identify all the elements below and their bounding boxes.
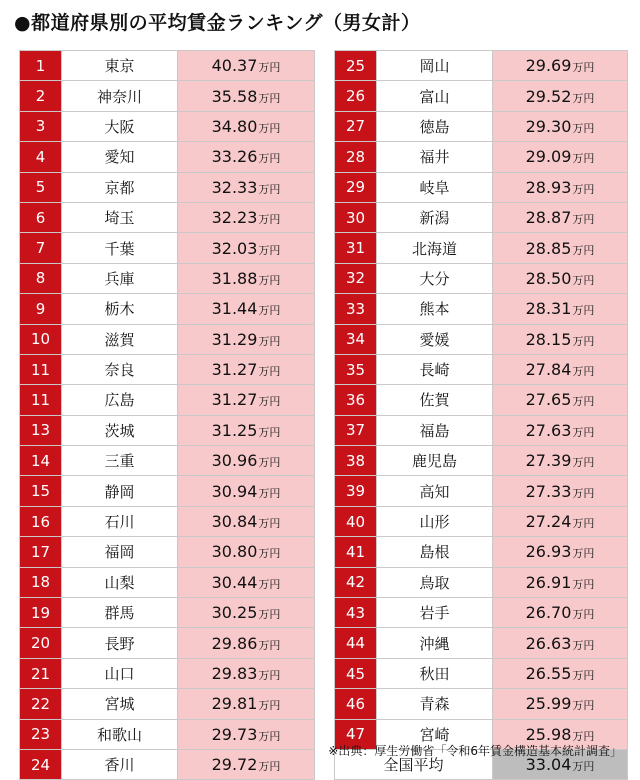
table-row [335, 689, 628, 719]
wage-value: 27.84 [525, 360, 572, 380]
table-row [335, 658, 628, 688]
prefecture-cell: 山形 [377, 506, 493, 536]
prefecture-cell: 香川 [62, 749, 178, 779]
prefecture-cell: 和歌山 [62, 719, 178, 749]
wage-unit: 万円 [572, 517, 595, 531]
wage-cell [493, 294, 628, 324]
table-row [335, 51, 628, 81]
wage-unit: 万円 [572, 304, 595, 318]
wage-cell [178, 385, 315, 415]
table-row [335, 446, 628, 476]
rank-cell: 37 [335, 415, 377, 445]
wage-value: 26.91 [525, 572, 572, 592]
prefecture-cell: 岩手 [377, 598, 493, 628]
rank-cell: 17 [20, 537, 62, 567]
wage-cell [493, 628, 628, 658]
table-row [335, 567, 628, 597]
wage-unit: 万円 [258, 486, 281, 500]
table-row [20, 749, 315, 779]
wage-unit: 万円 [258, 243, 281, 257]
wage-value: 28.31 [525, 299, 572, 319]
wage-cell [178, 415, 315, 445]
wage-value: 31.29 [211, 329, 258, 349]
table-row [20, 263, 315, 293]
national-average-value: 33.04 [525, 755, 572, 775]
wage-unit: 万円 [572, 456, 595, 470]
wage-value: 26.70 [525, 603, 572, 623]
wage-value: 29.30 [525, 116, 572, 136]
wage-unit: 万円 [258, 669, 281, 682]
rank-cell: 44 [335, 628, 377, 658]
table-row [335, 506, 628, 536]
wage-value: 26.55 [525, 664, 572, 683]
table-row [20, 658, 315, 688]
wage-value: 28.87 [525, 208, 572, 228]
wage-unit: 万円 [258, 456, 281, 470]
wage-value: 28.15 [525, 329, 572, 349]
wage-value: 29.09 [525, 147, 572, 167]
table-row [335, 294, 628, 324]
wage-value: 29.86 [211, 633, 258, 653]
wage-cell [178, 111, 315, 141]
table-row [20, 628, 315, 658]
wage-value: 30.84 [211, 512, 258, 532]
wage-value: 32.03 [211, 238, 258, 258]
wage-cell [493, 658, 628, 688]
wage-unit: 万円 [258, 304, 281, 318]
rank-cell: 33 [335, 294, 377, 324]
wage-unit: 万円 [572, 608, 595, 622]
prefecture-cell: 高知 [377, 476, 493, 506]
rank-cell: 47 [335, 719, 377, 749]
table-row [20, 506, 315, 536]
prefecture-cell: 神奈川 [62, 81, 178, 111]
wage-value: 30.25 [211, 603, 258, 623]
prefecture-cell: 熊本 [377, 294, 493, 324]
prefecture-cell: 茨城 [62, 415, 178, 445]
wage-unit: 万円 [258, 577, 281, 591]
wage-unit: 万円 [572, 365, 595, 379]
wage-cell [178, 537, 315, 567]
table-row [20, 354, 315, 384]
prefecture-cell: 沖縄 [377, 628, 493, 658]
table-row [20, 202, 315, 232]
wage-value: 28.85 [525, 238, 572, 258]
wage-value: 27.24 [525, 512, 572, 532]
table-row [20, 233, 315, 263]
wage-cell [178, 324, 315, 354]
rank-cell: 15 [20, 476, 62, 506]
table-row [20, 324, 315, 354]
rank-cell: 2 [20, 81, 62, 111]
prefecture-cell: 徳島 [377, 111, 493, 141]
prefecture-cell: 山梨 [62, 567, 178, 597]
rank-cell: 25 [335, 51, 377, 81]
prefecture-cell: 宮崎 [377, 719, 493, 749]
wage-value: 29.52 [525, 86, 572, 106]
wage-unit: 万円 [572, 729, 595, 743]
rank-cell: 34 [335, 324, 377, 354]
wage-cell [178, 294, 315, 324]
prefecture-cell: 岐阜 [377, 172, 493, 202]
wage-cell [178, 81, 315, 111]
rank-cell: 30 [335, 202, 377, 232]
wage-cell [493, 81, 628, 111]
wage-value: 30.80 [211, 542, 258, 562]
prefecture-cell: 長野 [62, 628, 178, 658]
wage-unit: 万円 [572, 638, 595, 652]
rank-cell: 21 [20, 658, 62, 688]
table-row [335, 476, 628, 506]
prefecture-cell: 福島 [377, 415, 493, 445]
prefecture-cell: 佐賀 [377, 385, 493, 415]
prefecture-cell: 大阪 [62, 111, 178, 141]
prefecture-cell: 京都 [62, 172, 178, 202]
rank-cell: 11 [20, 385, 62, 415]
prefecture-cell: 広島 [62, 385, 178, 415]
wage-value: 31.25 [211, 420, 258, 440]
rank-cell: 20 [20, 628, 62, 658]
wage-unit: 万円 [258, 638, 281, 652]
wage-value: 27.39 [525, 451, 572, 471]
table-row [20, 689, 315, 719]
wage-unit: 万円 [258, 213, 281, 227]
rank-cell: 23 [20, 719, 62, 749]
wage-value: 29.83 [211, 664, 258, 683]
wage-cell [493, 476, 628, 506]
wage-unit: 万円 [258, 395, 281, 409]
wage-unit: 万円 [258, 334, 281, 348]
wage-unit: 万円 [258, 699, 281, 713]
rank-cell: 39 [335, 476, 377, 506]
national-average-label: 全国平均 [335, 749, 493, 779]
wage-value: 31.44 [211, 299, 258, 319]
wage-unit: 万円 [258, 91, 281, 105]
wage-value: 25.99 [525, 694, 572, 714]
wage-unit: 万円 [258, 547, 281, 561]
wage-value: 34.80 [211, 116, 258, 136]
wage-cell [493, 51, 628, 81]
rank-cell: 41 [335, 537, 377, 567]
wage-cell [178, 202, 315, 232]
wage-cell [178, 51, 315, 81]
rank-cell: 14 [20, 446, 62, 476]
prefecture-cell: 鳥取 [377, 567, 493, 597]
wage-cell [493, 415, 628, 445]
wage-cell [178, 506, 315, 536]
wage-unit: 万円 [572, 699, 595, 713]
wage-value: 32.33 [211, 177, 258, 197]
prefecture-cell: 宮城 [62, 689, 178, 719]
wage-unit: 万円 [258, 365, 281, 379]
rank-cell: 9 [20, 294, 62, 324]
wage-unit: 万円 [572, 425, 595, 439]
prefecture-cell: 奈良 [62, 354, 178, 384]
wage-value: 28.50 [525, 268, 572, 288]
wage-value: 30.44 [211, 572, 258, 592]
wage-value: 31.27 [211, 390, 258, 410]
wage-cell [493, 354, 628, 384]
wage-unit: 万円 [258, 152, 281, 166]
table-row [20, 294, 315, 324]
table-row [335, 202, 628, 232]
wage-cell [493, 689, 628, 719]
wage-value: 26.63 [525, 633, 572, 653]
wage-unit: 万円 [258, 61, 281, 75]
table-row [335, 81, 628, 111]
wage-unit: 万円 [572, 395, 595, 409]
prefecture-cell: 千葉 [62, 233, 178, 263]
wage-value: 27.63 [525, 420, 572, 440]
wage-unit: 万円 [572, 334, 595, 348]
table-row [335, 598, 628, 628]
rank-cell: 40 [335, 506, 377, 536]
wage-cell [493, 506, 628, 536]
rank-cell: 22 [20, 689, 62, 719]
prefecture-cell: 東京 [62, 51, 178, 81]
prefecture-cell: 福岡 [62, 537, 178, 567]
wage-cell [493, 202, 628, 232]
wage-unit: 万円 [572, 182, 595, 196]
ranking-table-right [334, 50, 628, 780]
wage-cell [493, 263, 628, 293]
wage-value: 25.98 [525, 724, 572, 744]
table-row [20, 415, 315, 445]
prefecture-cell: 群馬 [62, 598, 178, 628]
wage-unit: 万円 [572, 91, 595, 105]
wage-cell [493, 567, 628, 597]
wage-cell [178, 567, 315, 597]
table-row [335, 385, 628, 415]
wage-value: 30.94 [211, 481, 258, 501]
rank-cell: 19 [20, 598, 62, 628]
wage-value: 30.96 [211, 451, 258, 471]
rank-cell: 45 [335, 658, 377, 688]
table-row [20, 446, 315, 476]
wage-cell [493, 598, 628, 628]
table-row [335, 263, 628, 293]
wage-unit: 万円 [258, 729, 281, 743]
rank-cell: 24 [20, 749, 62, 779]
prefecture-cell: 北海道 [377, 233, 493, 263]
wage-unit: 万円 [258, 182, 281, 196]
prefecture-cell: 秋田 [377, 658, 493, 688]
rank-cell: 36 [335, 385, 377, 415]
wage-value: 29.81 [211, 694, 258, 714]
table-row [20, 51, 315, 81]
rank-cell: 31 [335, 233, 377, 263]
prefecture-cell: 大分 [377, 263, 493, 293]
wage-cell [493, 324, 628, 354]
table-row [20, 385, 315, 415]
prefecture-cell: 石川 [62, 506, 178, 536]
table-row [20, 537, 315, 567]
rank-cell: 13 [20, 415, 62, 445]
wage-unit: 万円 [258, 760, 281, 774]
wage-value: 26.93 [525, 542, 572, 562]
rank-cell: 18 [20, 567, 62, 597]
wage-cell [178, 749, 315, 779]
wage-value: 32.23 [211, 208, 258, 228]
table-row [335, 233, 628, 263]
wage-unit: 万円 [572, 213, 595, 227]
rank-cell: 38 [335, 446, 377, 476]
prefecture-cell: 静岡 [62, 476, 178, 506]
wage-cell [493, 233, 628, 263]
table-row [335, 415, 628, 445]
wage-cell [178, 446, 315, 476]
wage-cell [178, 142, 315, 172]
wage-unit: 万円 [572, 243, 595, 257]
wage-cell [178, 172, 315, 202]
wage-value: 29.73 [211, 724, 258, 744]
wage-unit: 万円 [258, 517, 281, 531]
prefecture-cell: 愛知 [62, 142, 178, 172]
wage-cell [178, 233, 315, 263]
table-row [20, 719, 315, 749]
rank-cell: 32 [335, 263, 377, 293]
wage-unit: 万円 [572, 547, 595, 561]
prefecture-cell: 富山 [377, 81, 493, 111]
wage-cell [493, 142, 628, 172]
wage-cell [178, 689, 315, 719]
prefecture-cell: 青森 [377, 689, 493, 719]
wage-unit: 万円 [258, 608, 281, 622]
prefecture-cell: 島根 [377, 537, 493, 567]
table-row [335, 111, 628, 141]
wage-unit: 万円 [258, 425, 281, 439]
rank-cell: 29 [335, 172, 377, 202]
wage-value: 35.58 [211, 86, 258, 106]
table-row [20, 111, 315, 141]
rank-cell: 5 [20, 172, 62, 202]
wage-value: 27.33 [525, 481, 572, 501]
rank-cell: 4 [20, 142, 62, 172]
wage-value: 28.93 [525, 177, 572, 197]
wage-unit: 万円 [572, 669, 595, 682]
prefecture-cell: 鹿児島 [377, 446, 493, 476]
wage-unit: 万円 [258, 273, 281, 287]
wage-value: 27.65 [525, 390, 572, 410]
rank-cell: 27 [335, 111, 377, 141]
wage-value: 31.88 [211, 268, 258, 288]
table-row [335, 142, 628, 172]
table-row [20, 142, 315, 172]
rank-cell: 6 [20, 202, 62, 232]
wage-cell [493, 537, 628, 567]
wage-unit: 万円 [572, 486, 595, 500]
wage-cell [178, 354, 315, 384]
table-row [20, 567, 315, 597]
table-row [20, 81, 315, 111]
rank-cell: 42 [335, 567, 377, 597]
rank-cell: 3 [20, 111, 62, 141]
wage-unit: 万円 [572, 152, 595, 166]
prefecture-cell: 埼玉 [62, 202, 178, 232]
rank-cell: 26 [335, 81, 377, 111]
prefecture-cell: 三重 [62, 446, 178, 476]
rank-cell: 1 [20, 51, 62, 81]
wage-value: 40.37 [211, 56, 258, 76]
table-row [20, 598, 315, 628]
wage-unit: 万円 [572, 61, 595, 75]
rank-cell: 16 [20, 506, 62, 536]
wage-cell [178, 476, 315, 506]
wage-unit: 万円 [572, 577, 595, 591]
rank-cell: 11 [20, 354, 62, 384]
wage-value: 29.69 [525, 56, 572, 76]
rank-cell: 8 [20, 263, 62, 293]
rank-cell: 7 [20, 233, 62, 263]
table-row [20, 476, 315, 506]
rank-cell: 46 [335, 689, 377, 719]
wage-unit: 万円 [258, 121, 281, 135]
wage-value: 31.27 [211, 360, 258, 380]
prefecture-cell: 福井 [377, 142, 493, 172]
wage-cell [178, 628, 315, 658]
prefecture-cell: 兵庫 [62, 263, 178, 293]
table-row [335, 537, 628, 567]
prefecture-cell: 長崎 [377, 354, 493, 384]
prefecture-cell: 栃木 [62, 294, 178, 324]
source-note: ※出典：厚生労働省「令和6年賃金構造基本統計調査」 [328, 744, 622, 758]
wage-value: 29.72 [211, 755, 258, 775]
wage-cell [493, 172, 628, 202]
wage-cell [493, 385, 628, 415]
prefecture-cell: 滋賀 [62, 324, 178, 354]
rank-cell: 43 [335, 598, 377, 628]
wage-cell [493, 111, 628, 141]
wage-value: 33.26 [211, 147, 258, 167]
wage-unit: 万円 [572, 121, 595, 135]
wage-cell [178, 263, 315, 293]
rank-cell: 28 [335, 142, 377, 172]
prefecture-cell: 新潟 [377, 202, 493, 232]
prefecture-cell: 愛媛 [377, 324, 493, 354]
wage-unit: 万円 [572, 760, 595, 774]
wage-unit: 万円 [572, 273, 595, 287]
table-row [335, 354, 628, 384]
table-row [335, 628, 628, 658]
prefecture-cell: 岡山 [377, 51, 493, 81]
table-row [20, 172, 315, 202]
table-row [335, 324, 628, 354]
wage-cell [178, 658, 315, 688]
ranking-table-left [19, 50, 315, 780]
wage-cell [493, 446, 628, 476]
table-row [335, 172, 628, 202]
rank-cell: 35 [335, 354, 377, 384]
wage-cell [178, 719, 315, 749]
wage-cell [178, 598, 315, 628]
rank-cell: 10 [20, 324, 62, 354]
page-title: ●都道府県別の平均賃金ランキング（男女計） [14, 12, 421, 34]
prefecture-cell: 山口 [62, 658, 178, 688]
